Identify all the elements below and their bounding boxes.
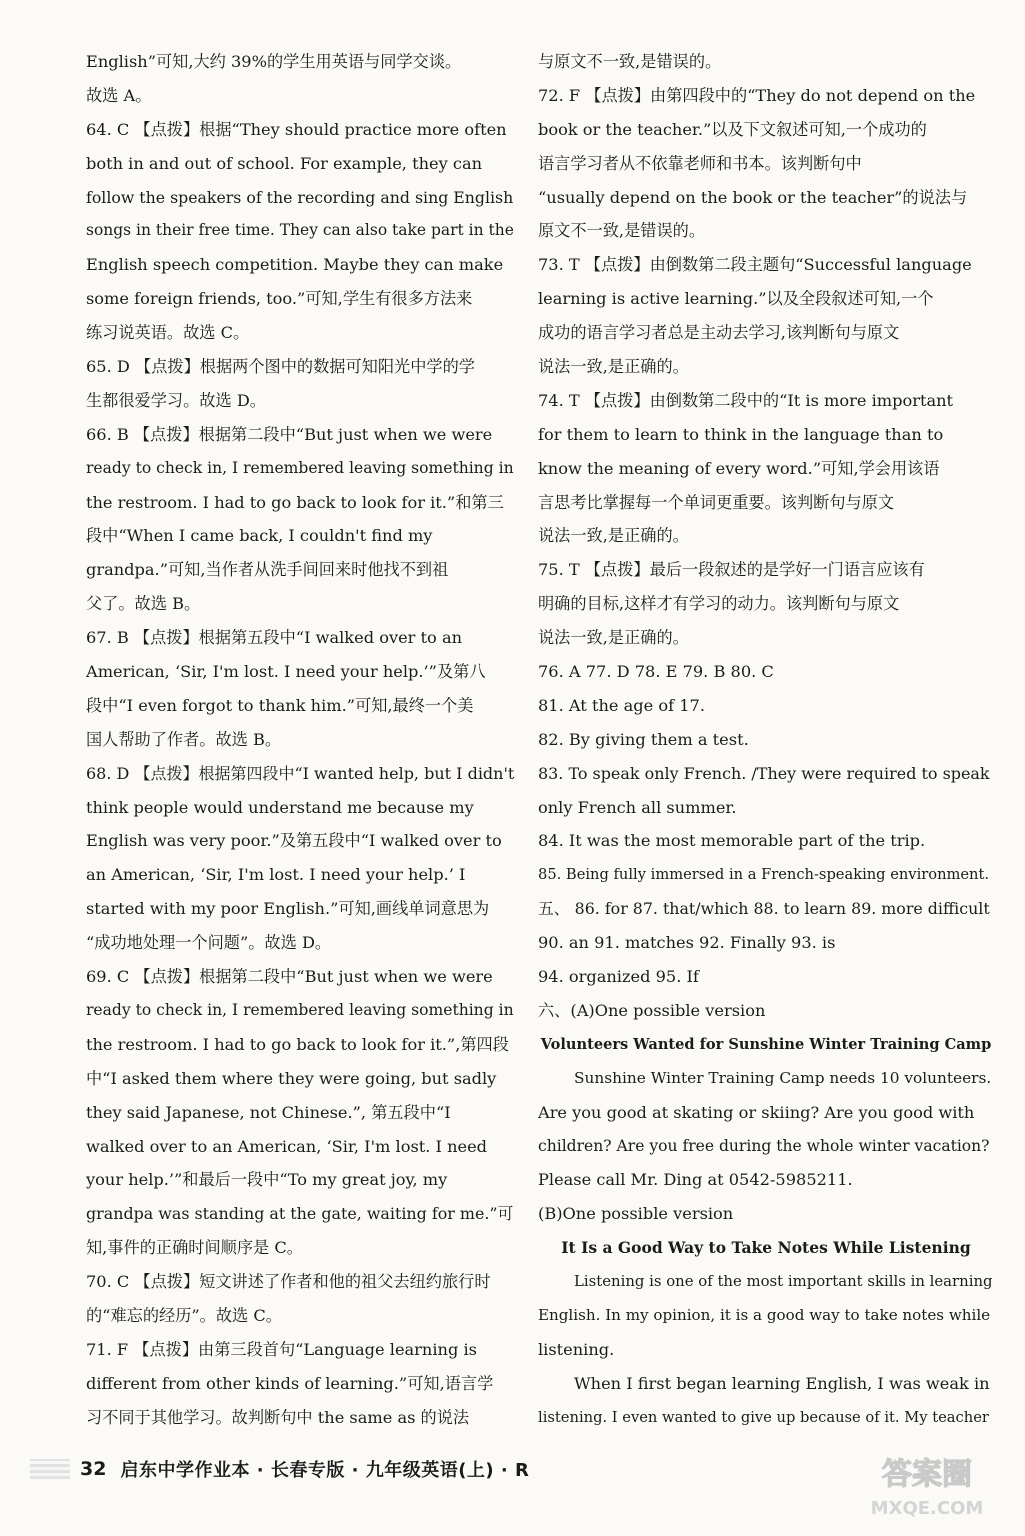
text-line: songs in their free time. They can also take part in the: [86, 221, 514, 240]
text-line: English speech competition. Maybe they can make: [86, 255, 504, 275]
text-line: know the meaning of every word.”可知,学会用该语: [538, 458, 940, 478]
text-line: 原文不一致,是错误的。: [538, 221, 706, 241]
page-footer: [30, 1453, 529, 1485]
text-line: only French all summer.: [538, 797, 737, 817]
watermark-icon: [857, 1444, 997, 1524]
text-line: When I first began learning English, I was weak in: [574, 1373, 990, 1393]
text-line: 66. B 【点拨】根据第二段中“But just when we were: [86, 424, 493, 444]
text-line: 言思考比掌握每一个单词更重要。该判断句与原文: [538, 492, 895, 512]
text-line: 段中“I even forgot to thank him.”可知,最终一个美: [86, 695, 474, 715]
text-line: both in and out of school. For example, they can: [86, 153, 483, 173]
right-column: [538, 45, 994, 1435]
text-line: 成功的语言学习者总是主动去学习,该判断句与原文: [538, 323, 900, 343]
text-line: 82. By giving them a test.: [538, 729, 749, 749]
text-line: follow the speakers of the recording and sing English: [86, 187, 514, 207]
text-line: English”可知,大约 39%的学生用英语与同学交谈。: [86, 52, 462, 71]
text-line: 知,事件的正确时间顺序是 C。: [86, 1238, 303, 1258]
text-line: 练习说英语。故选 C。: [86, 323, 250, 343]
text-line: 90. an 91. matches 92. Finally 93. is: [538, 933, 836, 953]
text-line: 说法一致,是正确的。: [538, 526, 689, 546]
text-line: Please call Mr. Ding at 0542-5985211.: [538, 1170, 853, 1190]
left-column: [86, 45, 518, 1435]
text-line: English was very poor.”及第五段中“I walked over to: [86, 831, 502, 851]
text-line: 71. F 【点拨】由第三段首句“Language learning is: [86, 1339, 477, 1359]
text-line: for them to learn to think in the language than to: [538, 424, 944, 444]
text-line: 68. D 【点拨】根据第四段中“I wanted help, but I didn't: [86, 763, 515, 783]
text-line: 65. D 【点拨】根据两个图中的数据可知阳光中学的学: [86, 357, 475, 377]
text-line: 明确的目标,这样才有学习的动力。该判断句与原文: [538, 594, 900, 614]
text-line: 72. F 【点拨】由第四段中的“They do not depend on the: [538, 85, 976, 105]
text-line: 语言学习者从不依靠老师和书本。该判断句中: [538, 153, 862, 173]
text-line: your help.’”和最后一段中“To my great joy, my: [86, 1170, 448, 1190]
text-line: 故选 A。: [86, 85, 152, 105]
watermark-logo: [857, 1444, 997, 1524]
footer-decoration: [30, 1459, 70, 1479]
text-line: American, ‘Sir, I'm lost. I need your help.’”及第八: [86, 662, 486, 682]
text-line: 六、(A)One possible version: [538, 1000, 766, 1020]
text-line: grandpa.”可知,当作者从洗手间回来时他找不到祖: [86, 560, 449, 580]
text-line: some foreign friends, too.”可知,学生有很多方法来: [86, 289, 473, 309]
text-line: learning is active learning.”以及全段叙述可知,一个: [538, 289, 934, 309]
text-line: 69. C 【点拨】根据第二段中“But just when we were: [86, 967, 493, 987]
watermark-url: MXQE.COM: [870, 1498, 984, 1519]
text-line: different from other kinds of learning.”可知,语言学: [86, 1373, 494, 1393]
text-line: 85. Being fully immersed in a French-speaking environment.: [538, 866, 990, 884]
text-line: It Is a Good Way to Take Notes While Listening: [561, 1238, 971, 1258]
text-line: 81. At the age of 17.: [538, 695, 705, 715]
text-line: the restroom. I had to go back to look for it.”和第三: [86, 492, 504, 512]
book-title: 启东中学作业本 · 长春专版 · 九年级英语(上) · R: [120, 1460, 530, 1481]
text-line: 父了。故选 B。: [86, 594, 201, 614]
text-line: 70. C 【点拨】短文讲述了作者和他的祖父去纽约旅行时: [86, 1272, 491, 1292]
text-line: started with my poor English.”可知,画线单词意思为: [86, 899, 490, 919]
text-line: 段中“When I came back, I couldn't find my: [86, 526, 433, 546]
watermark-text: 答案圈: [882, 1457, 972, 1492]
text-line: 83. To speak only French. /They were required to speak: [538, 763, 990, 783]
text-line: 74. T 【点拨】由倒数第二段中的“It is more important: [538, 390, 954, 410]
text-line: 67. B 【点拨】根据第五段中“I walked over to an: [86, 628, 463, 648]
text-line: 中“I asked them where they were going, but sadly: [86, 1068, 497, 1088]
text-line: 五、 86. for 87. that/which 88. to learn 89. more difficult: [538, 899, 990, 919]
text-line: 84. It was the most memorable part of the trip.: [538, 831, 926, 851]
text-line: 76. A 77. D 78. E 79. B 80. C: [538, 662, 774, 682]
text-line: 生都很爱学习。故选 D。: [86, 390, 266, 410]
text-line: they said Japanese, not Chinese.”, 第五段中“I: [86, 1102, 451, 1122]
text-line: grandpa was standing at the gate, waiting for me.”可: [86, 1204, 514, 1224]
text-line: 与原文不一致,是错误的。: [538, 52, 722, 71]
text-line: 习不同于其他学习。故判断句中 the same as 的说法: [86, 1407, 470, 1427]
text-line: think people would understand me because my: [86, 797, 474, 817]
text-line: Sunshine Winter Training Camp needs 10 volunteers.: [574, 1068, 992, 1087]
text-line: English. In my opinion, it is a good way to take notes while: [538, 1305, 991, 1324]
text-line: the restroom. I had to go back to look for it.”,第四段: [86, 1034, 509, 1054]
text-line: 64. C 【点拨】根据“They should practice more often: [86, 119, 507, 139]
text-line: listening. I even wanted to give up because of it. My teacher: [538, 1408, 989, 1426]
text-line: (B)One possible version: [538, 1204, 734, 1224]
text-line: 说法一致,是正确的。: [538, 628, 689, 648]
text-line: “usually depend on the book or the teacher”的说法与: [538, 187, 968, 207]
text-line: ready to check in, I remembered leaving something in: [86, 1000, 514, 1019]
text-line: listening.: [538, 1339, 615, 1359]
text-line: 94. organized 95. If: [538, 967, 699, 987]
text-line: Are you good at skating or skiing? Are you good with: [538, 1102, 975, 1122]
text-line: an American, ‘Sir, I'm lost. I need your help.’ I: [86, 865, 466, 885]
text-line: 的“难忘的经历”。故选 C。: [86, 1305, 282, 1325]
text-line: 73. T 【点拨】由倒数第二段主题句“Successful language: [538, 255, 972, 275]
text-line: ready to check in, I remembered leaving something in: [86, 458, 514, 477]
text-line: 说法一致,是正确的。: [538, 357, 689, 377]
text-line: Listening is one of the most important skills in learning: [574, 1272, 993, 1291]
text-line: walked over to an American, ‘Sir, I'm lost. I need: [86, 1136, 488, 1156]
text-line: book or the teacher.”以及下文叙述可知,一个成功的: [538, 119, 927, 139]
text-line: 国人帮助了作者。故选 B。: [86, 729, 282, 749]
text-line: 75. T 【点拨】最后一段叙述的是学好一门语言应该有: [538, 560, 925, 580]
text-line: “成功地处理一个问题”。故选 D。: [86, 933, 332, 953]
text-line: Volunteers Wanted for Sunshine Winter Training Camp: [540, 1035, 992, 1053]
text-line: children? Are you free during the whole winter vacation?: [538, 1136, 990, 1155]
page-number: 32: [80, 1458, 107, 1480]
